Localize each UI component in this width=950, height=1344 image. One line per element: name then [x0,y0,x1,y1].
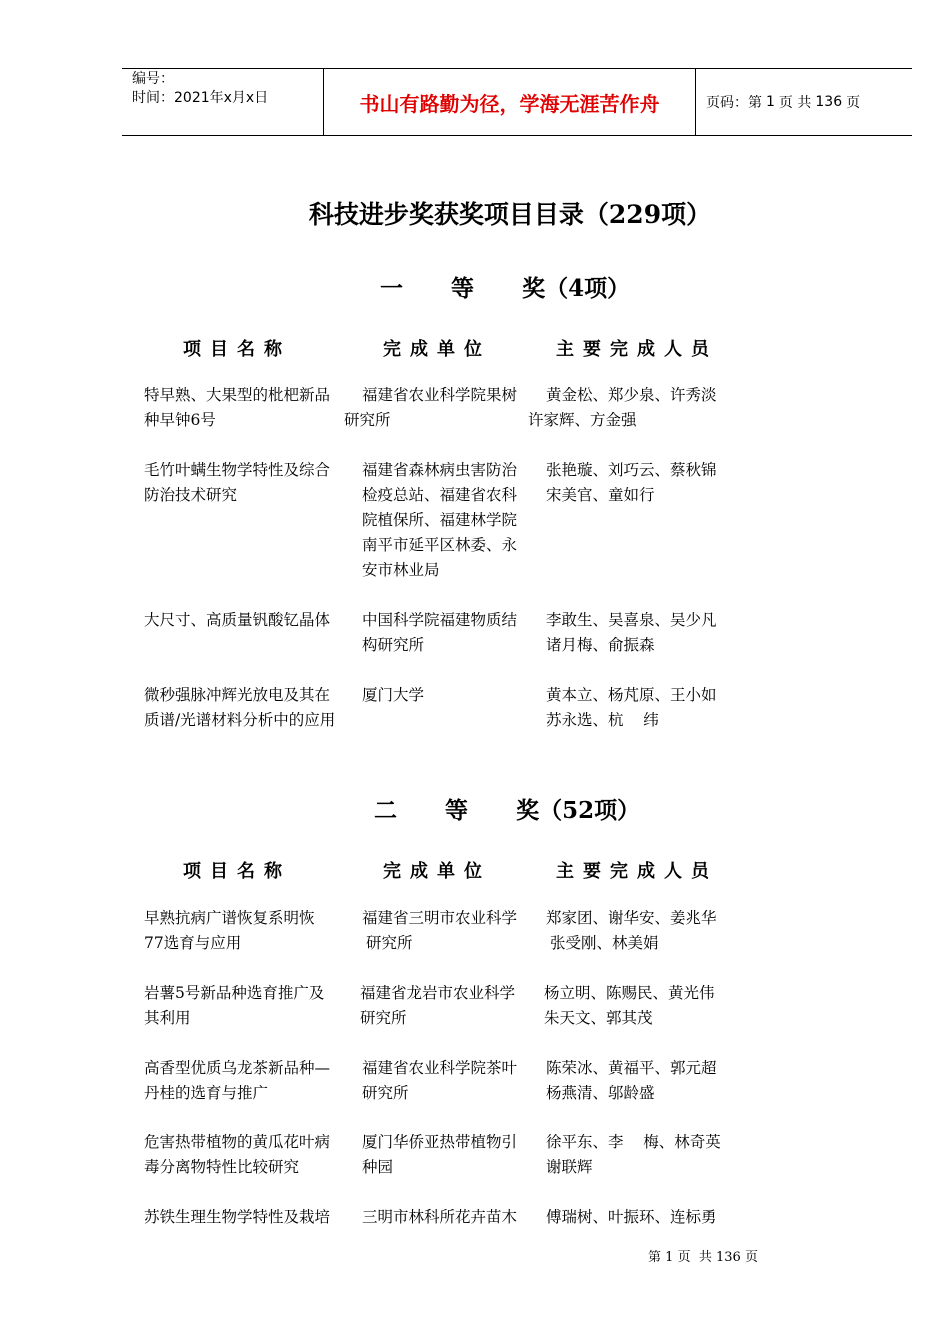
header-motto: 书山有路勤为径，学海无涯苦作舟 [323,69,696,135]
footer-mid: 页 共 [677,1250,712,1265]
project-unit: 三明市林科所花卉苗木 [362,1208,518,1226]
project-people: 黄金松、郑少泉、许秀淡 许家辉、方金强 [528,386,717,429]
project-name: 早熟抗病广谱恢复系明恢 77选育与应用 [144,909,315,952]
document-title: 科技进步奖获奖项目目录（229项） [308,200,712,229]
column-header-unit: 完成单位 [383,861,491,882]
grade-heading-second: 二 等 奖（52项） [374,797,641,824]
serial-label: 编号： [132,71,174,87]
project-people: 徐平东、李 梅、林奇英 谢联辉 [546,1133,721,1176]
header-meta [122,69,323,135]
header-page-info [696,69,912,135]
column-header-name: 项目名称 [183,339,291,360]
footer-total: 136 [715,1250,741,1265]
footer-end: 页 [744,1250,758,1265]
page-footer [648,1246,758,1265]
header-page-total: 136 [815,94,843,110]
header-page-mid: 页 共 [778,95,812,111]
project-unit: 福建省森林病虫害防治 检疫总站、福建省农科 院植保所、福建林学院 南平市延平区林委、永 安市林业局 [362,461,518,579]
project-people: 傅瑞树、叶振环、连标勇 [546,1208,717,1226]
project-name: 大尺寸、高质量钒酸钇晶体 [144,611,331,629]
project-name: 危害热带植物的黄瓜花叶病 毒分离物特性比较研究 [144,1133,331,1176]
column-header-unit: 完成单位 [383,339,491,360]
grade-heading-first: 一 等 奖（4项） [380,275,631,302]
project-people: 杨立明、陈赐民、黄光伟 朱天文、郭其茂 [544,984,715,1027]
footer-page: 1 [665,1250,674,1265]
project-name: 苏铁生理生物学特性及栽培 [144,1208,331,1226]
project-name: 岩薯5号新品种选育推广及 其利用 [144,984,325,1027]
project-name: 微秒强脉冲辉光放电及其在 质谱/光谱材料分析中的应用 [144,686,336,729]
column-header-name: 项目名称 [183,861,291,882]
time-label: 时间：2021年x月x日 [132,90,269,106]
project-people: 李敢生、吴喜泉、吴少凡 诸月梅、俞振森 [546,611,717,654]
header-page-end: 页 [846,95,861,111]
header-page-label: 页码：第 [706,95,762,111]
column-header-people: 主要完成人员 [556,861,718,882]
project-people: 郑家团、谢华安、姜兆华 张受刚、林美娟 [546,909,717,952]
project-people: 黄本立、杨芃原、王小如 苏永选、杭 纬 [546,686,717,729]
project-unit: 厦门华侨亚热带植物引 种园 [362,1133,518,1176]
column-header-people: 主要完成人员 [556,339,718,360]
project-name: 毛竹叶螨生物学特性及综合 防治技术研究 [144,461,331,504]
project-unit: 福建省农业科学院果树 研究所 [344,386,518,429]
project-unit: 福建省龙岩市农业科学 研究所 [360,984,516,1027]
header-page-num: 1 [766,94,775,110]
project-unit: 福建省三明市农业科学 研究所 [362,909,518,952]
project-unit: 中国科学院福建物质结 构研究所 [362,611,518,654]
project-name: 高香型优质乌龙茶新品种— 丹桂的选育与推广 [144,1059,331,1102]
footer-label: 第 [648,1250,662,1265]
page-header [122,68,912,136]
project-unit: 福建省农业科学院茶叶 研究所 [362,1059,518,1102]
project-people: 陈荣冰、黄福平、郭元超 杨燕清、邬龄盛 [546,1059,717,1102]
project-name: 特早熟、大果型的枇杷新品 种早钟6号 [144,386,331,429]
project-unit: 厦门大学 [362,686,425,704]
project-people: 张艳璇、刘巧云、蔡秋锦 宋美官、童如行 [546,461,717,504]
